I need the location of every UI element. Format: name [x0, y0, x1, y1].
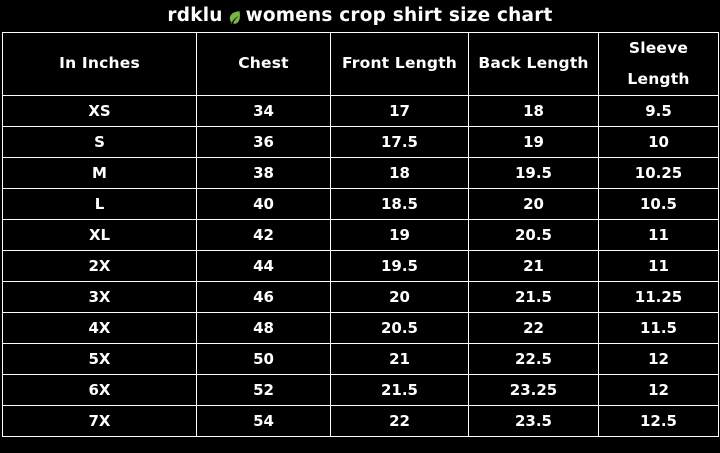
back-length-value: 19 [469, 126, 599, 157]
title-text-rest: womens crop shirt size chart [245, 5, 553, 27]
sleeve-length-value: 11 [599, 219, 719, 250]
chart-title-bar [0, 0, 720, 32]
chest-value: 48 [197, 312, 331, 343]
sleeve-length-value: 11.5 [599, 312, 719, 343]
chest-value: 46 [197, 281, 331, 312]
sleeve-length-value: 11.25 [599, 281, 719, 312]
sleeve-length-value: 10.25 [599, 157, 719, 188]
back-length-value: 22 [469, 312, 599, 343]
back-length-value: 19.5 [469, 157, 599, 188]
table-row [3, 157, 719, 188]
front-length-value: 18 [331, 157, 469, 188]
size-label: XL [3, 219, 197, 250]
brand-name: rdklu [167, 5, 223, 27]
front-length-value: 20 [331, 281, 469, 312]
chest-value: 42 [197, 219, 331, 250]
table-body [3, 95, 719, 436]
table-header-row [3, 32, 719, 95]
table-row [3, 126, 719, 157]
table-row [3, 343, 719, 374]
size-label: S [3, 126, 197, 157]
front-length-value: 18.5 [331, 188, 469, 219]
back-length-value: 20 [469, 188, 599, 219]
size-label: 7X [3, 405, 197, 436]
page-title [167, 5, 552, 26]
table-row [3, 188, 719, 219]
sleeve-length-value: 12 [599, 374, 719, 405]
sleeve-length-value: 12 [599, 343, 719, 374]
front-length-value: 19 [331, 219, 469, 250]
sleeve-length-value: 11 [599, 250, 719, 281]
chest-value: 36 [197, 126, 331, 157]
size-label: 2X [3, 250, 197, 281]
front-length-value: 20.5 [331, 312, 469, 343]
sleeve-length-value: 10 [599, 126, 719, 157]
column-header-sleeve-length: Sleeve Length [599, 32, 719, 95]
chest-value: 34 [197, 95, 331, 126]
front-length-value: 19.5 [331, 250, 469, 281]
front-length-value: 17 [331, 95, 469, 126]
column-header-in-inches: In Inches [3, 32, 197, 95]
size-label: 5X [3, 343, 197, 374]
chest-value: 54 [197, 405, 331, 436]
size-label: 3X [3, 281, 197, 312]
table-row [3, 95, 719, 126]
footer-spacer [0, 437, 720, 453]
column-header-front-length: Front Length [331, 32, 469, 95]
leaf-icon [228, 9, 241, 24]
table-row [3, 374, 719, 405]
back-length-value: 23.25 [469, 374, 599, 405]
chest-value: 44 [197, 250, 331, 281]
chest-value: 38 [197, 157, 331, 188]
back-length-value: 18 [469, 95, 599, 126]
table-row [3, 405, 719, 436]
front-length-value: 21.5 [331, 374, 469, 405]
size-chart-table [2, 32, 719, 437]
back-length-value: 21.5 [469, 281, 599, 312]
front-length-value: 17.5 [331, 126, 469, 157]
column-header-chest: Chest [197, 32, 331, 95]
front-length-value: 22 [331, 405, 469, 436]
back-length-value: 21 [469, 250, 599, 281]
table-row [3, 219, 719, 250]
chest-value: 40 [197, 188, 331, 219]
chest-value: 50 [197, 343, 331, 374]
size-label: 6X [3, 374, 197, 405]
size-label: XS [3, 95, 197, 126]
back-length-value: 20.5 [469, 219, 599, 250]
sleeve-length-value: 10.5 [599, 188, 719, 219]
column-header-back-length: Back Length [469, 32, 599, 95]
front-length-value: 21 [331, 343, 469, 374]
size-label: 4X [3, 312, 197, 343]
back-length-value: 22.5 [469, 343, 599, 374]
table-header [3, 32, 719, 95]
table-row [3, 281, 719, 312]
chest-value: 52 [197, 374, 331, 405]
sleeve-length-value: 9.5 [599, 95, 719, 126]
table-row [3, 250, 719, 281]
sleeve-length-value: 12.5 [599, 405, 719, 436]
back-length-value: 23.5 [469, 405, 599, 436]
size-label: M [3, 157, 197, 188]
size-label: L [3, 188, 197, 219]
size-table-container [0, 32, 720, 437]
table-row [3, 312, 719, 343]
